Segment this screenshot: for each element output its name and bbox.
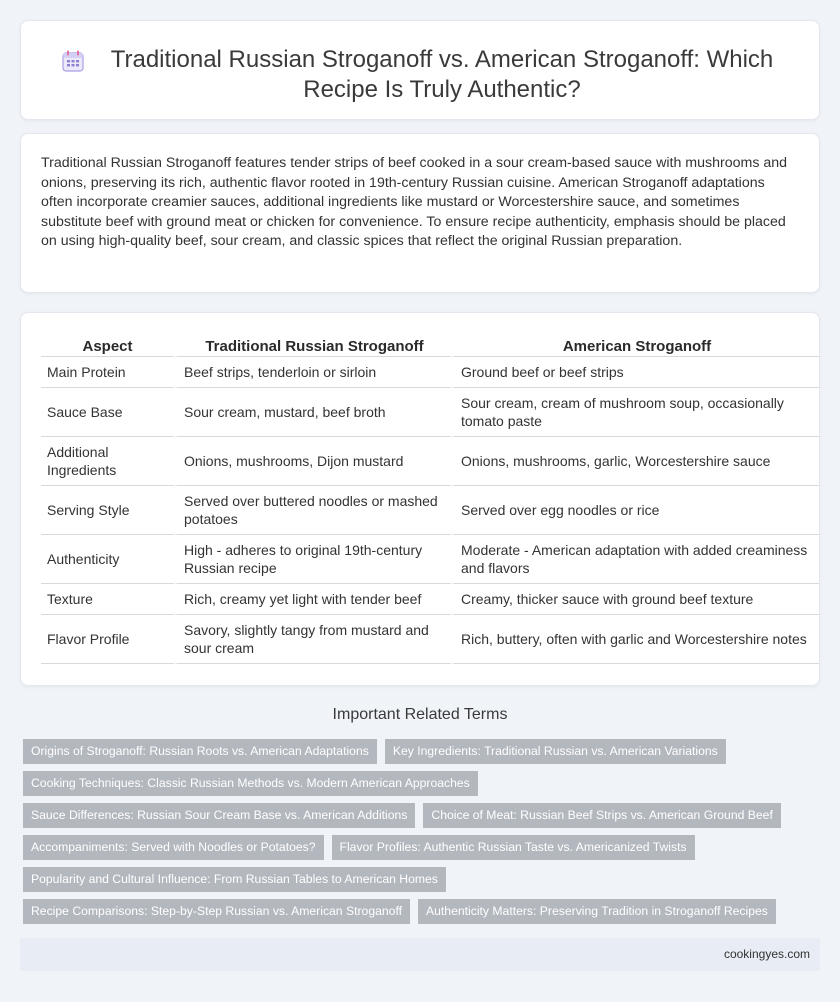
table-cell: Creamy, thicker sauce with ground beef texture bbox=[451, 584, 819, 615]
table-cell: Onions, mushrooms, Dijon mustard bbox=[174, 437, 451, 486]
table-cell: Ground beef or beef strips bbox=[451, 357, 819, 388]
table-cell: Authenticity bbox=[41, 535, 174, 584]
related-term-tag[interactable]: Choice of Meat: Russian Beef Strips vs. American Ground Beef bbox=[423, 803, 780, 828]
table-cell: Rich, buttery, often with garlic and Worcestershire notes bbox=[451, 615, 819, 664]
related-term-tag[interactable]: Recipe Comparisons: Step-by-Step Russian vs. American Stroganoff bbox=[23, 899, 410, 924]
related-term-tag[interactable]: Sauce Differences: Russian Sour Cream Base vs. American Additions bbox=[23, 803, 415, 828]
table-cell: Sour cream, mustard, beef broth bbox=[174, 388, 451, 437]
related-terms-heading: Important Related Terms bbox=[332, 706, 508, 723]
table-cell: Texture bbox=[41, 584, 174, 615]
header-traditional: Traditional Russian Stroganoff bbox=[174, 333, 451, 357]
table-row bbox=[41, 357, 819, 388]
related-term-tag[interactable]: Key Ingredients: Traditional Russian vs. American Variations bbox=[385, 739, 726, 764]
table-row bbox=[41, 486, 819, 535]
related-term-tag[interactable]: Cooking Techniques: Classic Russian Methods vs. Modern American Approaches bbox=[23, 771, 478, 796]
related-term-tag[interactable]: Accompaniments: Served with Noodles or Potatoes? bbox=[23, 835, 324, 860]
comparison-table-card bbox=[20, 312, 820, 686]
footer bbox=[20, 938, 820, 971]
table-cell: Flavor Profile bbox=[41, 615, 174, 664]
related-terms-list bbox=[23, 739, 803, 931]
table-cell: Served over buttered noodles or mashed potatoes bbox=[174, 486, 451, 535]
table-cell: Rich, creamy yet light with tender beef bbox=[174, 584, 451, 615]
intro-paragraph: Traditional Russian Stroganoff features tender strips of beef cooked in a sour cream-based sauce with mushrooms and onions, preserving its rich, authentic flavor rooted in 19th-century Russian cuisine. American Stroganoff adaptations often incorporate creamier sauces, additional ingredients like mustard or Worcestershire sauce, and sometimes substitute beef with ground meat or chicken for convenience. To ensure recipe authenticity, emphasis should be placed on using high-quality beef, sour cream, and classic spices that reflect the original Russian preparation. bbox=[41, 155, 788, 250]
table-cell: Main Protein bbox=[41, 357, 174, 388]
table-row bbox=[41, 388, 819, 437]
table-cell: Additional Ingredients bbox=[41, 437, 174, 486]
related-term-tag[interactable]: Authenticity Matters: Preserving Tradition in Stroganoff Recipes bbox=[418, 899, 776, 924]
related-term-tag[interactable]: Flavor Profiles: Authentic Russian Taste vs. Americanized Twists bbox=[332, 835, 695, 860]
table-row bbox=[41, 615, 819, 664]
title-card bbox=[20, 20, 820, 120]
calendar-icon bbox=[61, 49, 85, 73]
table-cell: Sour cream, cream of mushroom soup, occasionally tomato paste bbox=[451, 388, 819, 437]
related-term-tag[interactable]: Popularity and Cultural Influence: From Russian Tables to American Homes bbox=[23, 867, 446, 892]
table-header-row bbox=[41, 333, 819, 357]
table-cell: Onions, mushrooms, garlic, Worcestershire sauce bbox=[451, 437, 819, 486]
table-row bbox=[41, 437, 819, 486]
related-term-tag[interactable]: Origins of Stroganoff: Russian Roots vs. American Adaptations bbox=[23, 739, 377, 764]
table-cell: Savory, slightly tangy from mustard and sour cream bbox=[174, 615, 451, 664]
table-row bbox=[41, 584, 819, 615]
header-american: American Stroganoff bbox=[451, 333, 819, 357]
intro-card bbox=[20, 133, 820, 293]
header-aspect: Aspect bbox=[41, 333, 174, 357]
comparison-table bbox=[41, 333, 819, 664]
page-title: Traditional Russian Stroganoff vs. American Stroganoff: Which Recipe Is Truly Authentic? bbox=[110, 46, 774, 103]
table-cell: High - adheres to original 19th-century Russian recipe bbox=[174, 535, 451, 584]
table-cell: Beef strips, tenderloin or sirloin bbox=[174, 357, 451, 388]
table-row bbox=[41, 535, 819, 584]
table-cell: Serving Style bbox=[41, 486, 174, 535]
table-cell: Moderate - American adaptation with added creaminess and flavors bbox=[451, 535, 819, 584]
table-cell: Served over egg noodles or rice bbox=[451, 486, 819, 535]
footer-site-link[interactable]: cookingyes.com bbox=[723, 947, 810, 961]
table-cell: Sauce Base bbox=[41, 388, 174, 437]
